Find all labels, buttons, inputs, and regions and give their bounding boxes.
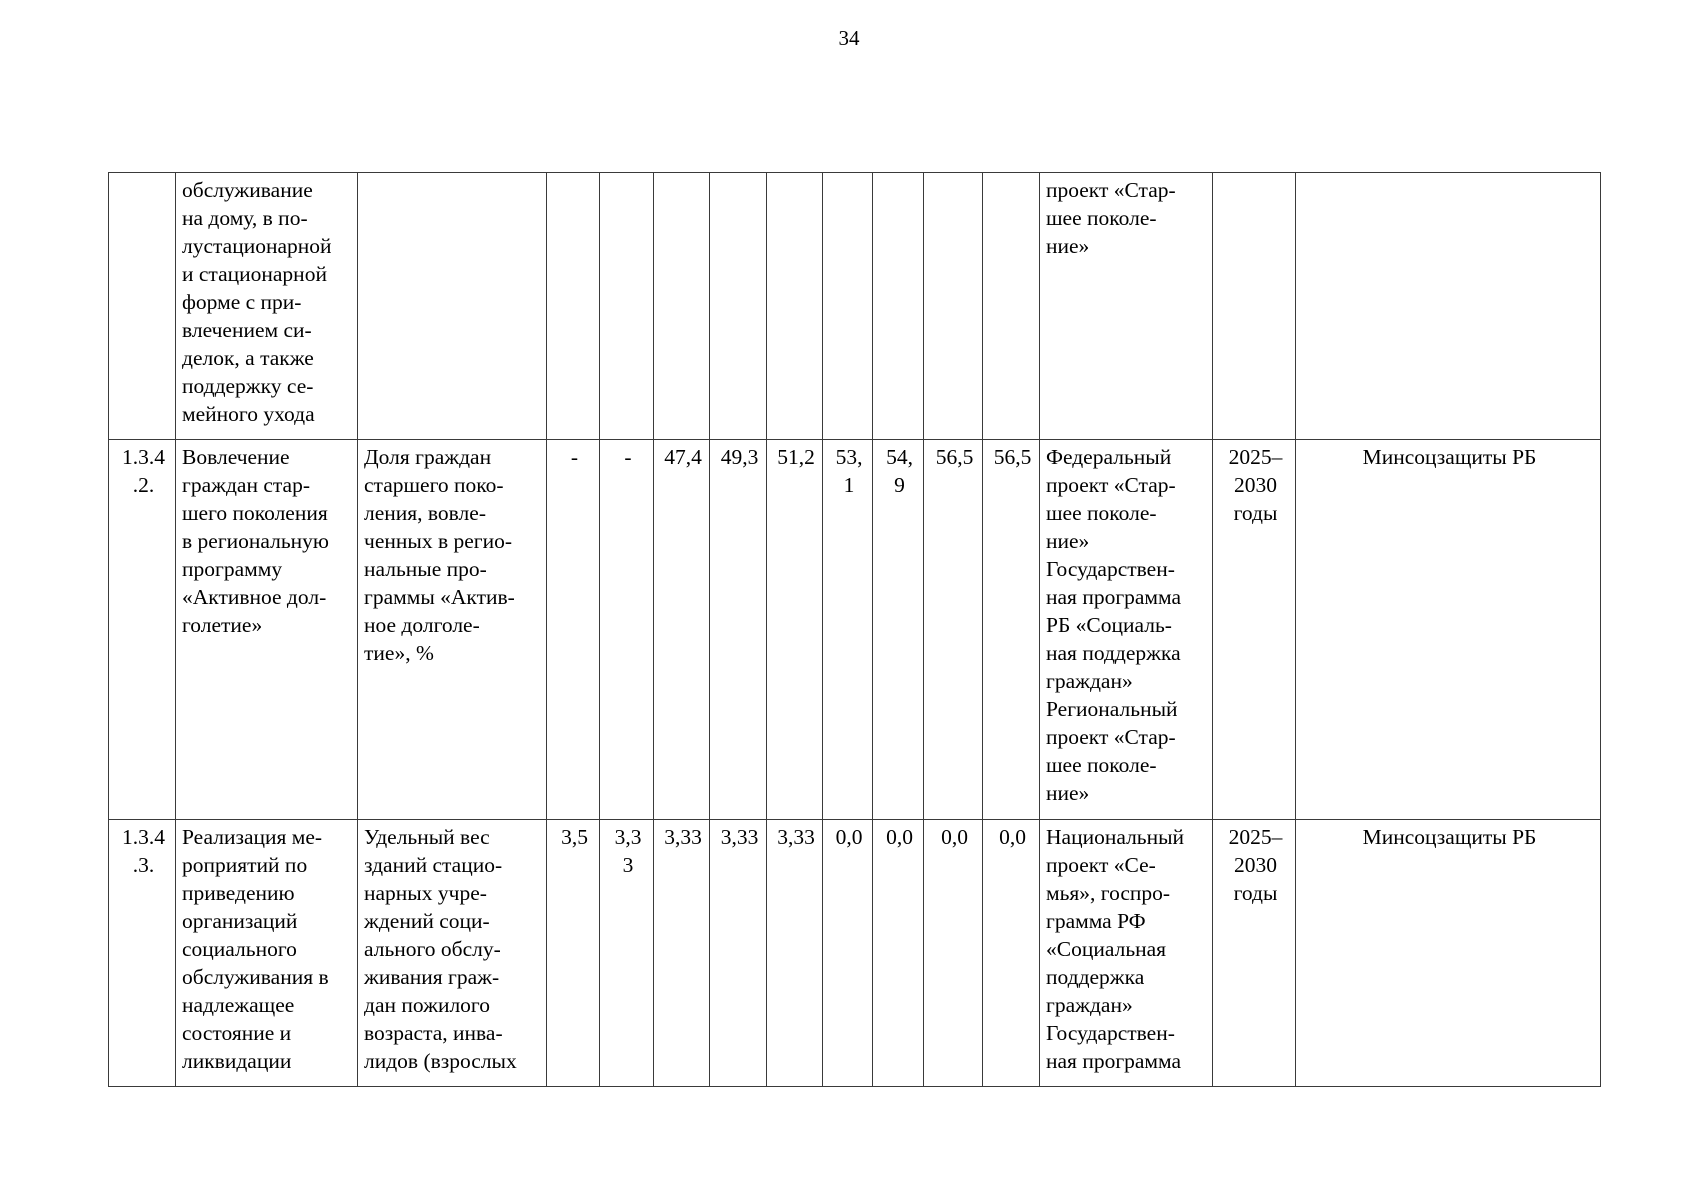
indicator-cell-line: живания граж- [364,965,500,989]
program-cell-line: граждан» [1046,669,1133,693]
value-cell-line: 0,0 [941,825,968,849]
item-name-cell-line: на дому, в по- [182,206,308,230]
program-cell-line: ние» [1046,781,1090,805]
indicator-cell-line: дан пожилого [364,993,490,1017]
program-cell-line: ная поддержка [1046,641,1181,665]
years-cell-line: 2030 [1234,853,1277,877]
program-cell-line: Государствен- [1046,557,1175,581]
item-name-cell-line: обслуживание [182,178,313,202]
value-cell-line: 3,33 [777,825,815,849]
indicator-cell [358,820,547,1087]
value-cell [654,173,710,440]
indicator-cell-line: нальные про- [364,557,487,581]
years-cell-line: 2025– [1228,445,1283,469]
item-name-cell-line: поддержку се- [182,374,314,398]
value-cell-line: 53, [835,445,863,469]
value-cell [873,820,924,1087]
item-name-cell-line: приведению [182,881,295,905]
value-cell [983,173,1040,440]
value-cell [654,440,710,820]
value-cell-line: 54, [886,445,913,469]
item-name-cell-line: надлежащее [182,993,295,1017]
value-cell [600,440,654,820]
value-cell-line: 1 [843,473,855,497]
indicator-cell [358,440,547,820]
value-cell [654,820,710,1087]
program-cell-line: мья», госпро- [1046,881,1171,905]
value-cell-line: 56,5 [993,445,1032,469]
item-name-cell-line: ликвидации [182,1049,292,1073]
responsible-cell [1296,820,1601,1087]
years-cell-line: годы [1233,881,1278,905]
item-name-cell-line: программу [182,557,283,581]
program-cell [1040,440,1213,820]
indicator-cell-line: нарных учре- [364,881,487,905]
indicator-cell-line: лидов (взрослых [364,1049,517,1073]
value-cell [983,440,1040,820]
value-cell [823,820,873,1087]
item-name-cell [176,440,358,820]
value-cell-line: 0,0 [835,825,863,849]
document-table [108,172,1601,1087]
table-row [109,173,1601,440]
value-cell [924,173,983,440]
item-name-cell [176,820,358,1087]
value-cell [547,440,600,820]
program-cell-line: ная программа [1046,1049,1182,1073]
program-cell-line: Федеральный [1046,445,1172,469]
program-cell-line: РБ «Социаль- [1046,613,1172,637]
value-cell [600,820,654,1087]
value-cell-line: 9 [894,473,905,497]
program-cell-line: грамма РФ [1046,909,1146,933]
program-cell-line: «Социальная [1046,937,1167,961]
value-cell [873,440,924,820]
indicator-cell-line: тие», % [364,641,434,665]
indicator-cell-line: ное долголе- [364,613,480,637]
item-name-cell-line: состояние и [182,1021,292,1045]
value-cell-line: 47,4 [664,445,702,469]
table-row [109,820,1601,1087]
indicator-cell-line: ждений соци- [364,909,490,933]
value-cell-line: 3 [622,853,634,877]
indicator-cell-line: ления, вовле- [364,501,486,525]
value-cell [823,173,873,440]
indicator-cell-line: ченных в регио- [364,529,512,553]
item-name-cell-line: социального [182,937,297,961]
item-name-cell-line: организаций [182,909,298,933]
value-cell [547,173,600,440]
program-cell [1040,820,1213,1087]
responsible-cell-line: Минсоцзащиты РБ [1362,825,1537,849]
value-cell-line: 3,33 [664,825,702,849]
value-cell [767,440,823,820]
years-cell-line: 2025– [1228,825,1283,849]
item-name-cell [176,173,358,440]
item-number-cell-line: 1.3.4 [122,445,165,469]
value-cell [600,173,654,440]
indicator-cell-line: Доля граждан [364,445,492,469]
value-cell [924,440,983,820]
table-row [109,440,1601,820]
program-cell-line: ная программа [1046,585,1182,609]
value-cell [767,173,823,440]
indicator-cell-line: зданий стацио- [364,853,503,877]
program-cell-line: поддержка [1046,965,1145,989]
program-cell-line: граждан» [1046,993,1133,1017]
value-cell [823,440,873,820]
item-number-cell-line: 1.3.4 [122,825,165,849]
value-cell [710,440,767,820]
item-name-cell-line: форме с при- [182,290,302,314]
value-cell-line: 49,3 [720,445,759,469]
program-cell-line: проект «Се- [1046,853,1156,877]
years-cell-line: годы [1233,501,1278,525]
program-cell-line: ние» [1046,234,1090,258]
program-cell-line: проект «Стар- [1046,725,1176,749]
value-cell-line: 3,5 [561,825,588,849]
program-cell-line: проект «Стар- [1046,473,1176,497]
program-cell-line: проект «Стар- [1046,178,1176,202]
value-cell [767,820,823,1087]
program-cell-line: Национальный [1046,825,1185,849]
item-name-cell-line: лустационарной [182,234,332,258]
value-cell-line: - [570,445,579,469]
item-name-cell-line: обслуживания в [182,965,329,989]
indicator-cell-line: Удельный вес [364,825,490,849]
program-cell [1040,173,1213,440]
value-cell [873,173,924,440]
indicator-cell-line: граммы «Актив- [364,585,515,609]
responsible-cell-line: Минсоцзащиты РБ [1362,445,1537,469]
program-cell-line: Региональный [1046,697,1178,721]
item-name-cell-line: и стационарной [182,262,327,286]
value-cell [924,820,983,1087]
item-name-cell-line: граждан стар- [182,473,310,497]
item-name-cell-line: Вовлечение [182,445,290,469]
item-name-cell-line: влечением си- [182,318,312,342]
years-cell [1213,440,1296,820]
years-cell-line: 2030 [1234,473,1277,497]
item-name-cell-line: в региональную [182,529,329,553]
indicator-cell [358,173,547,440]
page-number: 34 [838,26,860,50]
item-number-cell-line: .2. [132,473,155,497]
item-name-cell-line: Реализация ме- [182,825,323,849]
value-cell [547,820,600,1087]
years-cell [1213,173,1296,440]
item-number-cell [109,820,176,1087]
item-number-cell [109,173,176,440]
item-name-cell-line: «Активное дол- [182,585,327,609]
item-number-cell-line: .3. [132,853,155,877]
item-name-cell-line: роприятий по [182,853,308,877]
program-cell-line: Государствен- [1046,1021,1175,1045]
value-cell-line: 0,0 [886,825,913,849]
value-cell [710,173,767,440]
item-name-cell-line: делок, а также [182,346,314,370]
value-cell-line: 51,2 [777,445,815,469]
value-cell-line: - [624,445,632,469]
years-cell [1213,820,1296,1087]
value-cell-line: 3,3 [614,825,642,849]
program-cell-line: шее поколе- [1046,206,1157,230]
program-cell-line: шее поколе- [1046,501,1157,525]
item-name-cell-line: шего поколения [182,501,328,525]
value-cell-line: 56,5 [935,445,974,469]
item-name-cell-line: голетие» [182,613,263,637]
program-cell-line: шее поколе- [1046,753,1157,777]
indicator-cell-line: ального обслу- [364,937,501,961]
program-cell-line: ние» [1046,529,1090,553]
value-cell [983,820,1040,1087]
indicator-cell-line: возраста, инва- [364,1021,503,1045]
item-number-cell [109,440,176,820]
value-cell [710,820,767,1087]
value-cell-line: 0,0 [999,825,1026,849]
responsible-cell [1296,440,1601,820]
value-cell-line: 3,33 [720,825,759,849]
responsible-cell [1296,173,1601,440]
item-name-cell-line: мейного ухода [182,402,315,426]
indicator-cell-line: старшего поко- [364,473,504,497]
